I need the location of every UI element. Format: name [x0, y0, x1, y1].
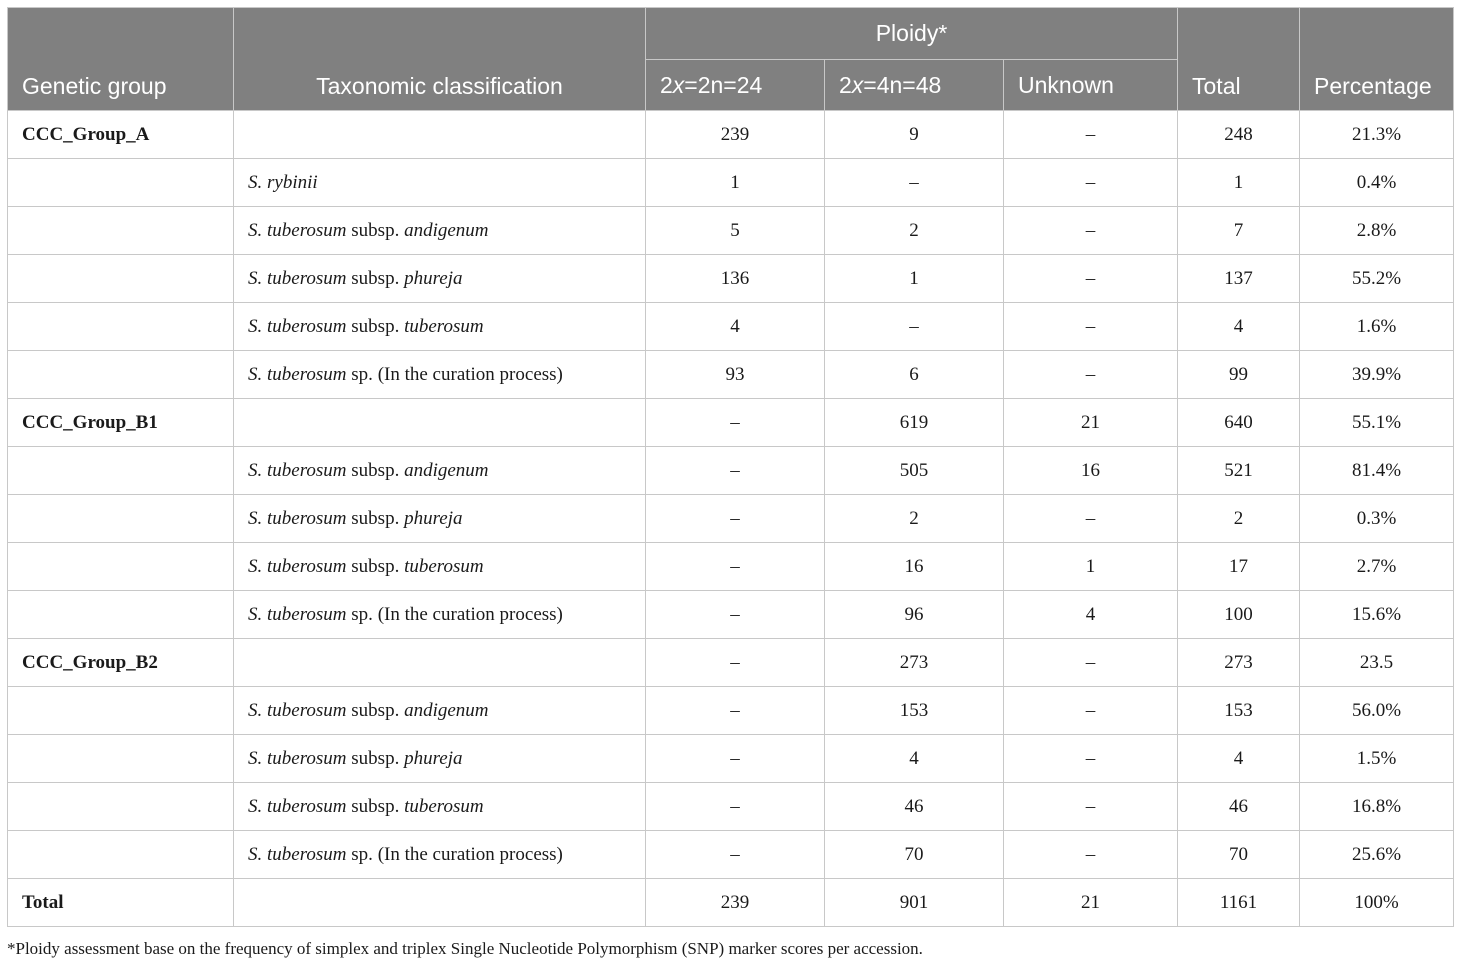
cell-total: 70: [1178, 831, 1300, 879]
cell-taxonomic-classification: S. tuberosum subsp. phureja: [234, 495, 646, 543]
cell-genetic-group: [8, 159, 234, 207]
cell-taxonomic-classification: S. tuberosum sp. (In the curation process): [234, 351, 646, 399]
cell-percentage: 16.8%: [1300, 783, 1454, 831]
cell-total: 137: [1178, 255, 1300, 303]
table-row: [8, 687, 1454, 735]
table-row: [8, 207, 1454, 255]
cell-percentage: 2.7%: [1300, 543, 1454, 591]
cell-percentage: 2.8%: [1300, 207, 1454, 255]
cell-percentage: 0.4%: [1300, 159, 1454, 207]
cell-genetic-group: [8, 447, 234, 495]
cell-ploidy-2x: –: [646, 495, 825, 543]
header-unknown: Unknown: [1004, 60, 1178, 111]
table-row: [8, 735, 1454, 783]
cell-ploidy-2x: 1: [646, 159, 825, 207]
cell-unknown: –: [1004, 639, 1178, 687]
cell-ploidy-4x: 6: [825, 351, 1004, 399]
cell-unknown: 1: [1004, 543, 1178, 591]
cell-unknown: –: [1004, 735, 1178, 783]
cell-genetic-group: CCC_Group_B1: [8, 399, 234, 447]
cell-taxonomic-classification: S. tuberosum subsp. andigenum: [234, 447, 646, 495]
cell-percentage: 1.6%: [1300, 303, 1454, 351]
cell-unknown: –: [1004, 783, 1178, 831]
cell-ploidy-4x: 153: [825, 687, 1004, 735]
table-footnote: *Ploidy assessment base on the frequency of simplex and triplex Single Nucleotide Polymorphism (SNP) marker scores per accession.: [7, 939, 923, 958]
cell-percentage: 39.9%: [1300, 351, 1454, 399]
cell-ploidy-4x: 2: [825, 495, 1004, 543]
ploidy-4x-label: 2x=4n=48: [839, 71, 942, 98]
cell-taxonomic-classification: S. tuberosum subsp. tuberosum: [234, 783, 646, 831]
table-row: [8, 831, 1454, 879]
cell-total: 7: [1178, 207, 1300, 255]
table-row: [8, 543, 1454, 591]
cell-ploidy-4x: 9: [825, 111, 1004, 159]
table-row: [8, 351, 1454, 399]
table-row: [8, 159, 1454, 207]
cell-genetic-group: [8, 543, 234, 591]
cell-ploidy-4x: 70: [825, 831, 1004, 879]
cell-ploidy-4x: 1: [825, 255, 1004, 303]
table-row: [8, 591, 1454, 639]
cell-total: 1: [1178, 159, 1300, 207]
cell-ploidy-2x: 239: [646, 879, 825, 927]
header-percentage: Percentage: [1300, 8, 1454, 111]
table-row: [8, 303, 1454, 351]
cell-ploidy-2x: –: [646, 639, 825, 687]
cell-taxonomic-classification: S. tuberosum sp. (In the curation process): [234, 591, 646, 639]
cell-percentage: 15.6%: [1300, 591, 1454, 639]
table-row: [8, 255, 1454, 303]
cell-percentage: 1.5%: [1300, 735, 1454, 783]
cell-ploidy-2x: 5: [646, 207, 825, 255]
cell-total: 640: [1178, 399, 1300, 447]
cell-genetic-group: [8, 735, 234, 783]
cell-total: 100: [1178, 591, 1300, 639]
header-taxonomic-classification: Taxonomic classification: [234, 8, 646, 111]
table-header: [8, 8, 1454, 111]
cell-ploidy-4x: –: [825, 303, 1004, 351]
cell-ploidy-4x: 2: [825, 207, 1004, 255]
cell-ploidy-2x: –: [646, 399, 825, 447]
cell-total: 4: [1178, 303, 1300, 351]
cell-total: 273: [1178, 639, 1300, 687]
cell-genetic-group: [8, 591, 234, 639]
cell-genetic-group: [8, 495, 234, 543]
cell-genetic-group: [8, 831, 234, 879]
cell-taxonomic-classification: [234, 879, 646, 927]
table-row: [8, 879, 1454, 927]
cell-ploidy-2x: –: [646, 543, 825, 591]
cell-percentage: 55.1%: [1300, 399, 1454, 447]
cell-ploidy-2x: 93: [646, 351, 825, 399]
cell-genetic-group: [8, 783, 234, 831]
cell-ploidy-4x: –: [825, 159, 1004, 207]
cell-ploidy-4x: 505: [825, 447, 1004, 495]
cell-total: 4: [1178, 735, 1300, 783]
cell-total: 2: [1178, 495, 1300, 543]
cell-genetic-group: [8, 255, 234, 303]
cell-unknown: 21: [1004, 399, 1178, 447]
cell-genetic-group: CCC_Group_A: [8, 111, 234, 159]
cell-taxonomic-classification: S. tuberosum subsp. andigenum: [234, 687, 646, 735]
cell-taxonomic-classification: S. tuberosum subsp. phureja: [234, 735, 646, 783]
table-row: [8, 495, 1454, 543]
cell-ploidy-2x: –: [646, 591, 825, 639]
cell-ploidy-2x: 239: [646, 111, 825, 159]
cell-ploidy-2x: –: [646, 783, 825, 831]
cell-percentage: 55.2%: [1300, 255, 1454, 303]
cell-ploidy-4x: 96: [825, 591, 1004, 639]
cell-unknown: 16: [1004, 447, 1178, 495]
cell-ploidy-4x: 273: [825, 639, 1004, 687]
cell-unknown: –: [1004, 159, 1178, 207]
cell-total: 46: [1178, 783, 1300, 831]
cell-ploidy-2x: 136: [646, 255, 825, 303]
cell-taxonomic-classification: [234, 639, 646, 687]
cell-percentage: 100%: [1300, 879, 1454, 927]
cell-genetic-group: [8, 207, 234, 255]
cell-taxonomic-classification: S. tuberosum subsp. phureja: [234, 255, 646, 303]
cell-total: 153: [1178, 687, 1300, 735]
cell-percentage: 21.3%: [1300, 111, 1454, 159]
header-ploidy: Ploidy*: [646, 8, 1178, 60]
cell-genetic-group: Total: [8, 879, 234, 927]
header-total: Total: [1178, 8, 1300, 111]
cell-taxonomic-classification: [234, 111, 646, 159]
cell-genetic-group: [8, 351, 234, 399]
table-row: [8, 399, 1454, 447]
cell-ploidy-4x: 16: [825, 543, 1004, 591]
cell-total: 17: [1178, 543, 1300, 591]
cell-total: 521: [1178, 447, 1300, 495]
cell-unknown: –: [1004, 207, 1178, 255]
cell-unknown: –: [1004, 255, 1178, 303]
header-ploidy-2x: [646, 60, 825, 111]
table-row: [8, 639, 1454, 687]
cell-taxonomic-classification: [234, 399, 646, 447]
cell-unknown: –: [1004, 351, 1178, 399]
cell-ploidy-2x: –: [646, 447, 825, 495]
cell-unknown: 4: [1004, 591, 1178, 639]
cell-ploidy-4x: 619: [825, 399, 1004, 447]
header-genetic-group: Genetic group: [8, 8, 234, 111]
cell-unknown: 21: [1004, 879, 1178, 927]
table-container: [7, 7, 1453, 927]
cell-percentage: 81.4%: [1300, 447, 1454, 495]
cell-taxonomic-classification: S. tuberosum sp. (In the curation process): [234, 831, 646, 879]
cell-percentage: 25.6%: [1300, 831, 1454, 879]
table-row: [8, 783, 1454, 831]
cell-total: 99: [1178, 351, 1300, 399]
cell-unknown: –: [1004, 831, 1178, 879]
cell-taxonomic-classification: S. tuberosum subsp. tuberosum: [234, 303, 646, 351]
cell-ploidy-2x: 4: [646, 303, 825, 351]
cell-ploidy-4x: 901: [825, 879, 1004, 927]
cell-percentage: 23.5: [1300, 639, 1454, 687]
cell-ploidy-2x: –: [646, 687, 825, 735]
ploidy-table: [7, 7, 1454, 927]
cell-ploidy-4x: 4: [825, 735, 1004, 783]
table-body: [8, 111, 1454, 927]
cell-taxonomic-classification: S. tuberosum subsp. andigenum: [234, 207, 646, 255]
cell-percentage: 56.0%: [1300, 687, 1454, 735]
ploidy-2x-label: 2x=2n=24: [660, 71, 763, 98]
table-row: [8, 111, 1454, 159]
cell-genetic-group: [8, 303, 234, 351]
cell-taxonomic-classification: S. tuberosum subsp. tuberosum: [234, 543, 646, 591]
cell-ploidy-4x: 46: [825, 783, 1004, 831]
cell-unknown: –: [1004, 495, 1178, 543]
cell-unknown: –: [1004, 687, 1178, 735]
cell-genetic-group: [8, 687, 234, 735]
table-row: [8, 447, 1454, 495]
cell-taxonomic-classification: S. rybinii: [234, 159, 646, 207]
cell-ploidy-2x: –: [646, 831, 825, 879]
cell-percentage: 0.3%: [1300, 495, 1454, 543]
cell-total: 248: [1178, 111, 1300, 159]
cell-unknown: –: [1004, 111, 1178, 159]
header-ploidy-4x: [825, 60, 1004, 111]
cell-unknown: –: [1004, 303, 1178, 351]
cell-ploidy-2x: –: [646, 735, 825, 783]
cell-total: 1161: [1178, 879, 1300, 927]
cell-genetic-group: CCC_Group_B2: [8, 639, 234, 687]
